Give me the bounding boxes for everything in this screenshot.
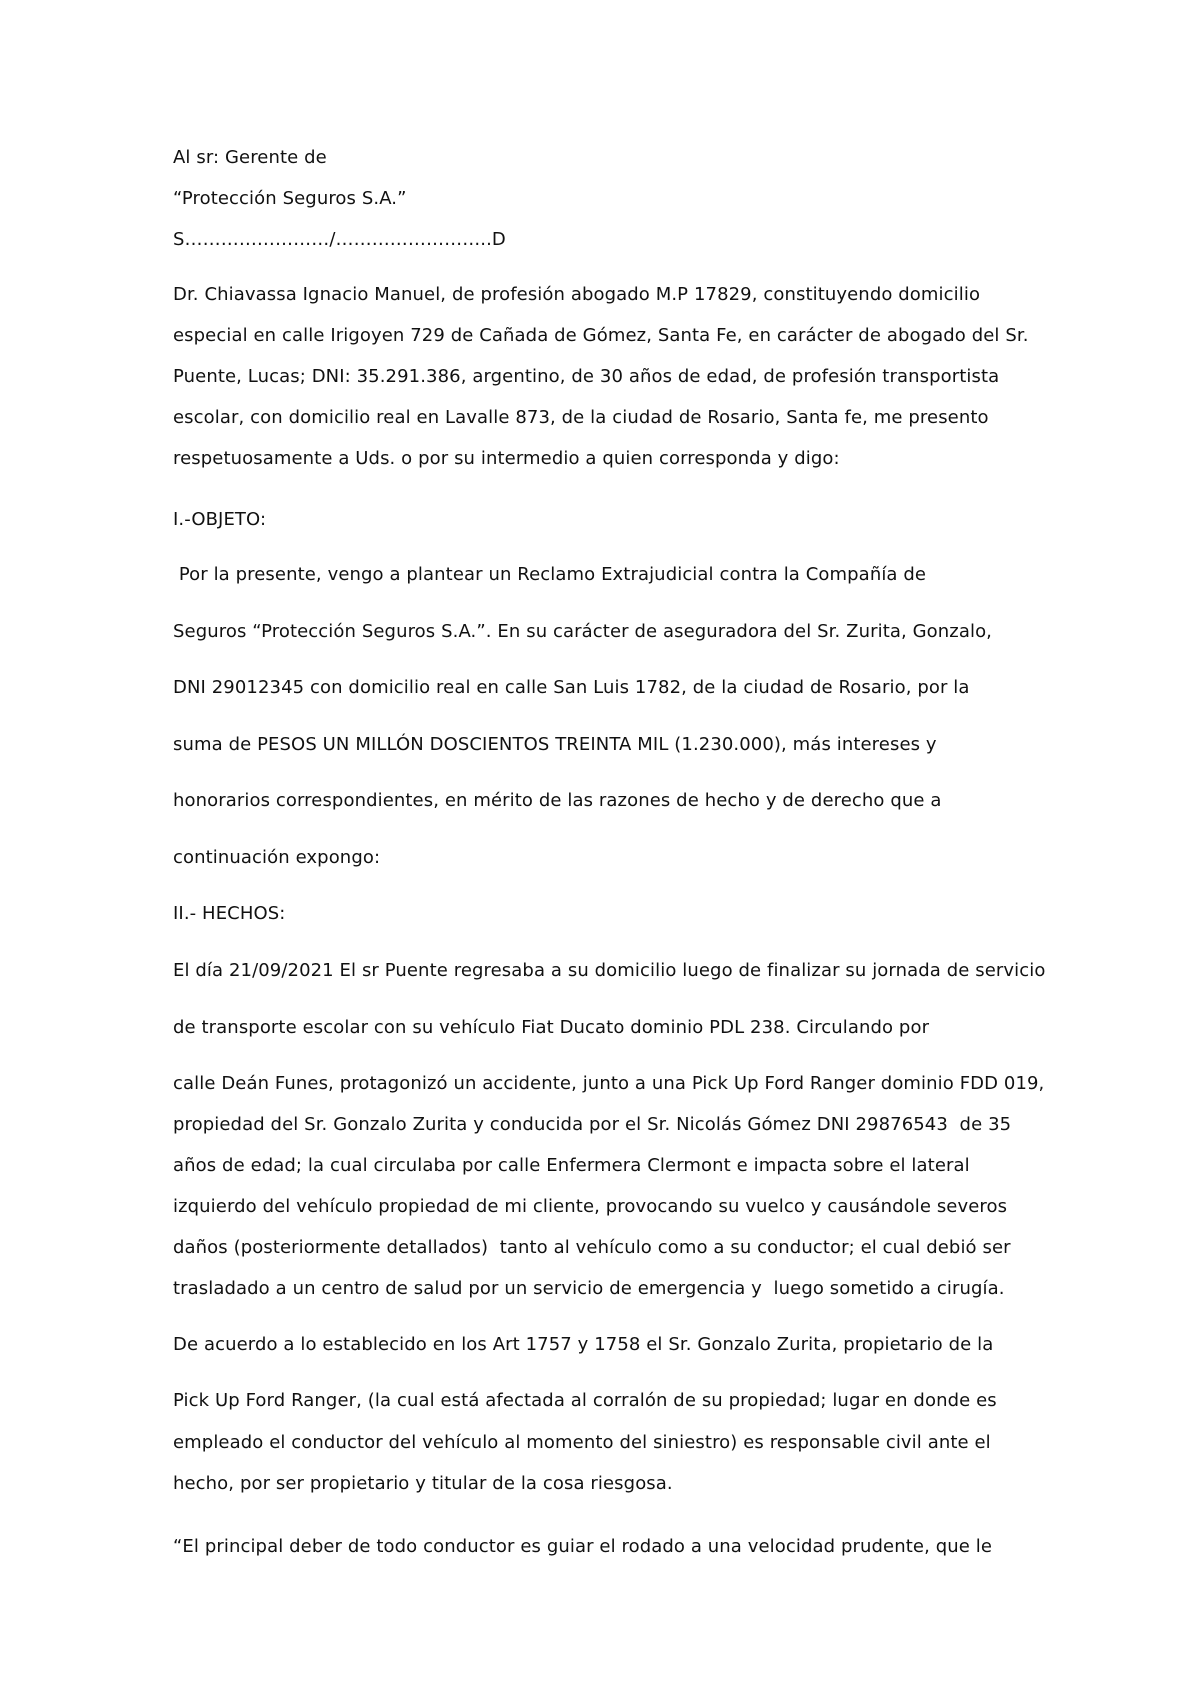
body-text-line: Por la presente, vengo a plantear un Reclamo Extrajudicial contra la Compañía de bbox=[173, 564, 927, 585]
body-text-line: propiedad del Sr. Gonzalo Zurita y conducida por el Sr. Nicolás Gómez DNI 29876543 de 35 bbox=[173, 1114, 1012, 1135]
body-text-line: DNI 29012345 con domicilio real en calle San Luis 1782, de la ciudad de Rosario, por la bbox=[173, 677, 970, 698]
body-text-line: años de edad; la cual circulaba por calle Enfermera Clermont e impacta sobre el lateral bbox=[173, 1155, 970, 1176]
quote-line: “El principal deber de todo conductor es guiar el rodado a una velocidad prudente, que le bbox=[173, 1536, 993, 1557]
body-text-line: De acuerdo a lo establecido en los Art 1757 y 1758 el Sr. Gonzalo Zurita, propietario de la bbox=[173, 1334, 994, 1355]
body-text-line: hecho, por ser propietario y titular de la cosa riesgosa. bbox=[173, 1473, 673, 1494]
body-text-line: empleado el conductor del vehículo al momento del siniestro) es responsable civil ante el bbox=[173, 1432, 991, 1453]
body-text-line: trasladado a un centro de salud por un servicio de emergencia y luego sometido a cirugía. bbox=[173, 1278, 1005, 1299]
body-text-line: Puente, Lucas; DNI: 35.291.386, argentino, de 30 años de edad, de profesión transportista bbox=[173, 366, 1000, 387]
section-heading: I.-OBJETO: bbox=[173, 509, 267, 530]
body-text-line: Dr. Chiavassa Ignacio Manuel, de profesión abogado M.P 17829, constituyendo domicilio bbox=[173, 284, 981, 305]
body-text-line: suma de PESOS UN MILLÓN DOSCIENTOS TREINTA MIL (1.230.000), más intereses y bbox=[173, 734, 937, 755]
body-text-line: de transporte escolar con su vehículo Fiat Ducato dominio PDL 238. Circulando por bbox=[173, 1017, 930, 1038]
body-text-line: calle Deán Funes, protagonizó un accidente, junto a una Pick Up Ford Ranger dominio FDD 019, bbox=[173, 1073, 1045, 1094]
body-text-line: izquierdo del vehículo propiedad de mi cliente, provocando su vuelco y causándole severos bbox=[173, 1196, 1008, 1217]
body-text-line: Pick Up Ford Ranger, (la cual está afectada al corralón de su propiedad; lugar en donde es bbox=[173, 1390, 997, 1411]
body-text-line: El día 21/09/2021 El sr Puente regresaba a su domicilio luego de finalizar su jornada de servicio bbox=[173, 960, 1046, 981]
salutation-line: S……………………/……………………..D bbox=[173, 229, 506, 250]
body-text-line: daños (posteriormente detallados) tanto al vehículo como a su conductor; el cual debió ser bbox=[173, 1237, 1011, 1258]
body-text-line: Seguros “Protección Seguros S.A.”. En su carácter de aseguradora del Sr. Zurita, Gonzalo, bbox=[173, 621, 993, 642]
body-text-line: especial en calle Irigoyen 729 de Cañada de Gómez, Santa Fe, en carácter de abogado del Sr. bbox=[173, 325, 1029, 346]
company-name-line: “Protección Seguros S.A.” bbox=[173, 188, 407, 209]
body-text-line: honorarios correspondientes, en mérito de las razones de hecho y de derecho que a bbox=[173, 790, 942, 811]
addressee-line: Al sr: Gerente de bbox=[173, 147, 327, 168]
body-text-line: escolar, con domicilio real en Lavalle 873, de la ciudad de Rosario, Santa fe, me presento bbox=[173, 407, 989, 428]
body-text-line: continuación expongo: bbox=[173, 847, 381, 868]
body-text-line: respetuosamente a Uds. o por su intermedio a quien corresponda y digo: bbox=[173, 448, 840, 469]
section-heading: II.- HECHOS: bbox=[173, 903, 286, 924]
